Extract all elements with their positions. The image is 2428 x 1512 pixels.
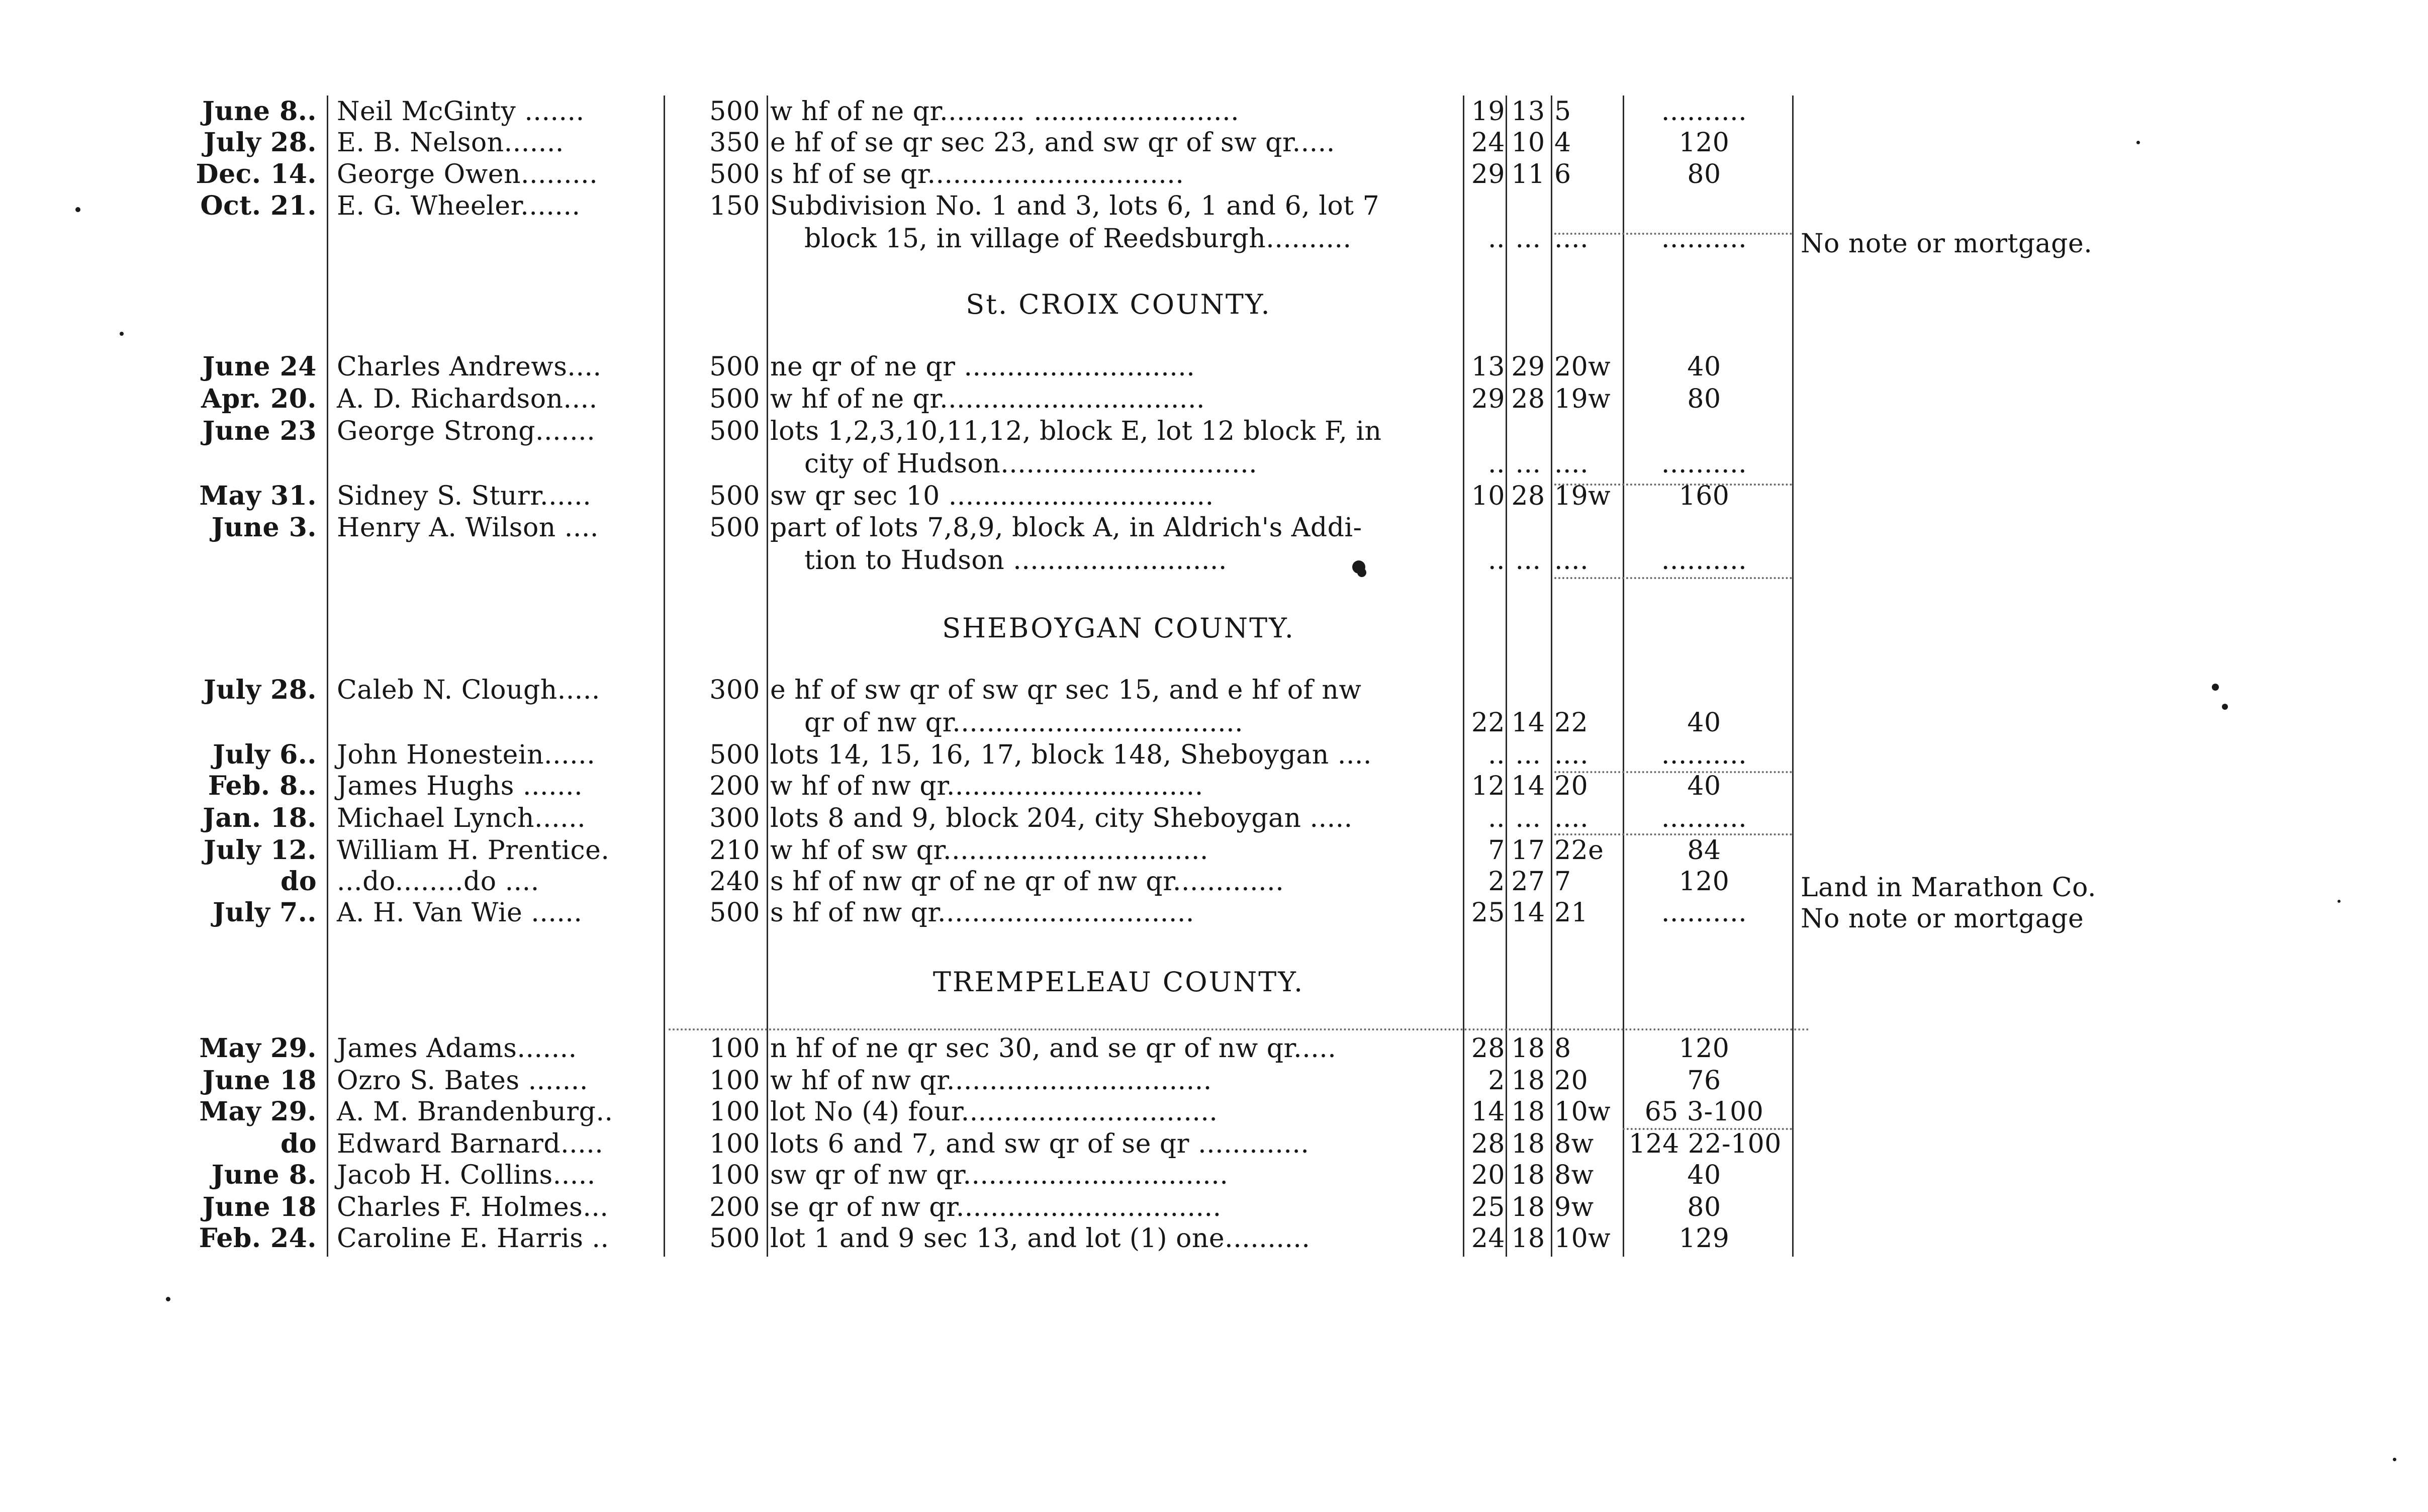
borrower-name: E. G. Wheeler....... [337,191,581,221]
township-number: ... [1515,224,1541,254]
section-number: .. [1487,803,1505,833]
borrower-name: A. M. Brandenburg.. [337,1097,613,1127]
entry-date: Feb. 24. [199,1223,317,1254]
borrower-name: E. B. Nelson....... [337,128,564,158]
borrower-name: Charles F. Holmes... [337,1192,609,1222]
range-number: 9w [1554,1192,1594,1222]
column-rule [1623,96,1624,1257]
section-number: 29 [1471,384,1505,414]
ink-speck [1357,568,1366,577]
land-description: lots 1,2,3,10,11,12, block E, lot 12 block F, in [770,416,1382,446]
column-rule [327,96,328,1257]
acres-value: .......... [1661,803,1747,833]
loan-amount: 100 [709,1097,760,1127]
section-number: 24 [1471,1223,1505,1254]
borrower-name: William H. Prentice. [337,835,610,866]
acres-value: 84 [1687,835,1721,866]
land-description: s hf of se qr.............................. [770,159,1184,190]
section-number: 19 [1471,97,1505,127]
entry-date: Oct. 21. [200,191,317,221]
section-number: .. [1487,545,1505,576]
loan-amount: 210 [709,835,760,866]
acres-value: 120 [1678,128,1730,158]
loan-amount: 240 [709,867,760,897]
range-number: 5 [1554,97,1571,127]
loan-amount: 300 [709,803,760,833]
section-number: 7 [1488,835,1505,866]
township-number: 18 [1511,1160,1545,1190]
section-number: 24 [1471,128,1505,158]
ink-speck [2212,684,2219,691]
acres-value: .......... [1661,898,1747,928]
ink-speck [120,332,124,336]
land-description: lots 14, 15, 16, 17, block 148, Sheboygan .... [770,740,1372,770]
acres-value: 160 [1678,481,1730,511]
land-description: w hf of nw qr.............................. [770,771,1203,801]
acres-value: 40 [1687,1160,1721,1190]
column-rule [1792,96,1794,1257]
entry-date: Jan. 18. [203,803,317,833]
range-number: 21 [1554,898,1589,928]
borrower-name: James Hughs ....... [337,771,583,801]
ink-speck [2222,704,2228,710]
land-description: e hf of se qr sec 23, and sw qr of sw qr..... [770,128,1335,158]
township-number: 14 [1511,708,1545,738]
column-rule [1551,96,1552,1257]
range-number: 10w [1554,1097,1611,1127]
acres-value: 40 [1687,708,1721,738]
remarks-note: No note or mortgage [1801,904,2084,934]
entry-date: July 7.. [213,897,317,928]
range-number: 8w [1554,1129,1594,1159]
township-number: 18 [1511,1129,1545,1159]
range-number: 19w [1554,384,1611,414]
section-number: 2 [1488,1066,1505,1096]
range-number: .... [1554,224,1589,254]
section-number: 25 [1471,1192,1505,1222]
entry-date: Dec. 14. [196,159,317,190]
loan-amount: 500 [709,898,760,928]
borrower-name: A. H. Van Wie ...... [337,898,583,928]
remarks-note: Land in Marathon Co. [1801,873,2097,903]
entry-date: June 18 [202,1192,317,1222]
dotted-rule [669,1028,1810,1030]
range-number: 8w [1554,1160,1594,1190]
range-number: 22e [1554,835,1604,866]
township-number: 18 [1511,1066,1545,1096]
section-number: 2 [1488,867,1505,897]
section-number: 25 [1471,898,1505,928]
section-number: 10 [1471,481,1505,511]
land-description: sw qr sec 10 ............................... [770,481,1214,511]
borrower-name: George Owen......... [337,159,598,190]
entry-date: June 8. [211,1160,317,1190]
acres-value: .......... [1661,545,1747,576]
range-number: .... [1554,449,1589,479]
column-rule [1463,96,1464,1257]
range-number: 6 [1554,159,1571,190]
entry-date: July 28. [204,675,317,705]
loan-amount: 200 [709,771,760,801]
acres-value: 129 [1678,1223,1730,1254]
loan-amount: 300 [709,675,760,705]
range-number: 4 [1554,128,1571,158]
county-heading: TREMPELEAU COUNTY. [932,966,1304,998]
acres-value: 124 22-100 [1629,1129,1782,1159]
acres-value: .......... [1661,224,1747,254]
land-description-cont: tion to Hudson ......................... [804,545,1227,576]
range-number: 20 [1554,771,1589,801]
loan-amount: 500 [709,159,760,190]
township-number: 27 [1511,867,1545,897]
entry-date: Feb. 8.. [208,771,317,801]
entry-date: June 3. [211,512,317,543]
range-number: 19w [1554,481,1611,511]
section-number: 12 [1471,771,1505,801]
loan-amount: 500 [709,352,760,382]
acres-value: 40 [1687,352,1721,382]
acres-value: 80 [1687,159,1721,190]
acres-value: 80 [1687,1192,1721,1222]
township-number: ... [1515,545,1541,576]
section-number: .. [1487,224,1505,254]
borrower-name: Michael Lynch...... [337,803,586,833]
ink-speck [2393,1458,2396,1461]
township-number: 28 [1511,481,1545,511]
land-description: se qr of nw qr............................... [770,1192,1222,1222]
township-number: 28 [1511,384,1545,414]
borrower-name: George Strong....... [337,416,596,446]
loan-amount: 350 [709,128,760,158]
land-description: w hf of ne qr.......... ........................ [770,97,1240,127]
township-number: 29 [1511,352,1545,382]
land-description: s hf of nw qr of ne qr of nw qr............. [770,867,1284,897]
entry-date: Apr. 20. [201,384,317,414]
entry-date: do [280,866,317,897]
borrower-name: Neil McGinty ....... [337,97,585,127]
acres-value: 80 [1687,384,1721,414]
borrower-name: Caleb N. Clough..... [337,675,600,705]
entry-date: May 31. [199,481,317,511]
land-description: lot 1 and 9 sec 13, and lot (1) one.......... [770,1223,1311,1254]
land-description-cont: city of Hudson.............................. [804,449,1258,479]
borrower-name: A. D. Richardson.... [337,384,598,414]
acres-value: 76 [1687,1066,1721,1096]
acres-value: 120 [1678,867,1730,897]
township-number: 13 [1511,97,1545,127]
township-number: 11 [1511,159,1545,190]
entry-date: do [280,1128,317,1159]
range-number: 7 [1554,867,1571,897]
ink-speck [2338,900,2341,903]
dotted-rule [1554,577,1792,579]
township-number: 14 [1511,771,1545,801]
land-description: part of lots 7,8,9, block A, in Aldrich's Addi- [770,513,1362,543]
acres-value: 40 [1687,771,1721,801]
township-number: 18 [1511,1097,1545,1127]
borrower-name: Sidney S. Sturr...... [337,481,592,511]
borrower-name: Jacob H. Collins..... [337,1160,596,1190]
ink-speck [2136,141,2140,144]
loan-amount: 100 [709,1160,760,1190]
land-description: ne qr of ne qr ........................... [770,352,1195,382]
ink-speck [166,1297,170,1301]
acres-value: .......... [1661,449,1747,479]
acres-value: 120 [1678,1033,1730,1064]
loan-amount: 500 [709,513,760,543]
entry-date: June 8.. [202,96,317,127]
entry-date: May 29. [199,1033,317,1064]
loan-amount: 500 [709,97,760,127]
loan-amount: 100 [709,1066,760,1096]
range-number: 22 [1554,708,1589,738]
ink-speck [75,207,80,212]
range-number: 20w [1554,352,1611,382]
acres-value: 65 3-100 [1644,1097,1764,1127]
township-number: 14 [1511,898,1545,928]
land-description: w hf of nw qr............................... [770,1066,1212,1096]
loan-amount: 150 [709,191,760,221]
township-number: 18 [1511,1033,1545,1064]
county-heading: St. CROIX COUNTY. [966,289,1271,320]
land-description: n hf of ne qr sec 30, and se qr of nw qr..... [770,1033,1337,1064]
township-number: ... [1515,803,1541,833]
section-number: 13 [1471,352,1505,382]
borrower-name: Ozro S. Bates ....... [337,1066,588,1096]
range-number: .... [1554,545,1589,576]
township-number: 18 [1511,1223,1545,1254]
acres-value: .......... [1661,97,1747,127]
entry-date: May 29. [199,1096,317,1127]
land-description: lot No (4) four.............................. [770,1097,1218,1127]
county-heading: SHEBOYGAN COUNTY. [942,612,1295,644]
entry-date: June 24 [202,351,317,382]
borrower-name: James Adams....... [337,1033,577,1064]
borrower-name: Charles Andrews.... [337,352,602,382]
entry-date: July 28. [204,127,317,158]
land-description-cont: qr of nw qr.................................. [804,708,1244,738]
range-number: .... [1554,803,1589,833]
borrower-name: Edward Barnard..... [337,1129,604,1159]
borrower-name: Henry A. Wilson .... [337,513,599,543]
section-number: .. [1487,449,1505,479]
loan-amount: 100 [709,1129,760,1159]
section-number: .. [1487,740,1505,770]
borrower-name: John Honestein...... [337,740,596,770]
land-description: w hf of ne qr............................... [770,384,1205,414]
section-number: 29 [1471,159,1505,190]
entry-date: July 12. [204,835,317,866]
range-number: 8 [1554,1033,1571,1064]
land-description: lots 8 and 9, block 204, city Sheboygan ..... [770,803,1353,833]
township-number: ... [1515,449,1541,479]
land-description: s hf of nw qr.............................. [770,898,1194,928]
land-description-cont: block 15, in village of Reedsburgh.......... [804,224,1352,254]
land-description: e hf of sw qr of sw qr sec 15, and e hf of nw [770,675,1362,705]
section-number: 22 [1471,708,1505,738]
loan-amount: 500 [709,416,760,446]
township-number: ... [1515,740,1541,770]
township-number: 18 [1511,1192,1545,1222]
entry-date: June 18 [202,1065,317,1096]
column-rule [664,96,665,1257]
township-number: 10 [1511,128,1545,158]
range-number: 10w [1554,1223,1611,1254]
section-number: 28 [1471,1129,1505,1159]
column-rule [767,96,768,1257]
land-description: lots 6 and 7, and sw qr of se qr ............. [770,1129,1310,1159]
loan-amount: 200 [709,1192,760,1222]
loan-amount: 500 [709,384,760,414]
loan-amount: 500 [709,481,760,511]
entry-date: July 6.. [213,739,317,770]
loan-amount: 500 [709,1223,760,1254]
remarks-note: No note or mortgage. [1801,229,2093,259]
land-description: Subdivision No. 1 and 3, lots 6, 1 and 6, lot 7 [770,191,1380,221]
range-number: 20 [1554,1066,1589,1096]
borrower-name: Caroline E. Harris .. [337,1223,609,1254]
entry-date: June 23 [202,416,317,446]
section-number: 14 [1471,1097,1505,1127]
loan-amount: 500 [709,740,760,770]
land-description: w hf of sw qr............................... [770,835,1208,866]
range-number: .... [1554,740,1589,770]
loan-amount: 100 [709,1033,760,1064]
section-number: 28 [1471,1033,1505,1064]
borrower-name: ...do........do .... [337,867,539,897]
acres-value: .......... [1661,740,1747,770]
land-description: sw qr of nw qr............................... [770,1160,1229,1190]
section-number: 20 [1471,1160,1505,1190]
township-number: 17 [1511,835,1545,866]
